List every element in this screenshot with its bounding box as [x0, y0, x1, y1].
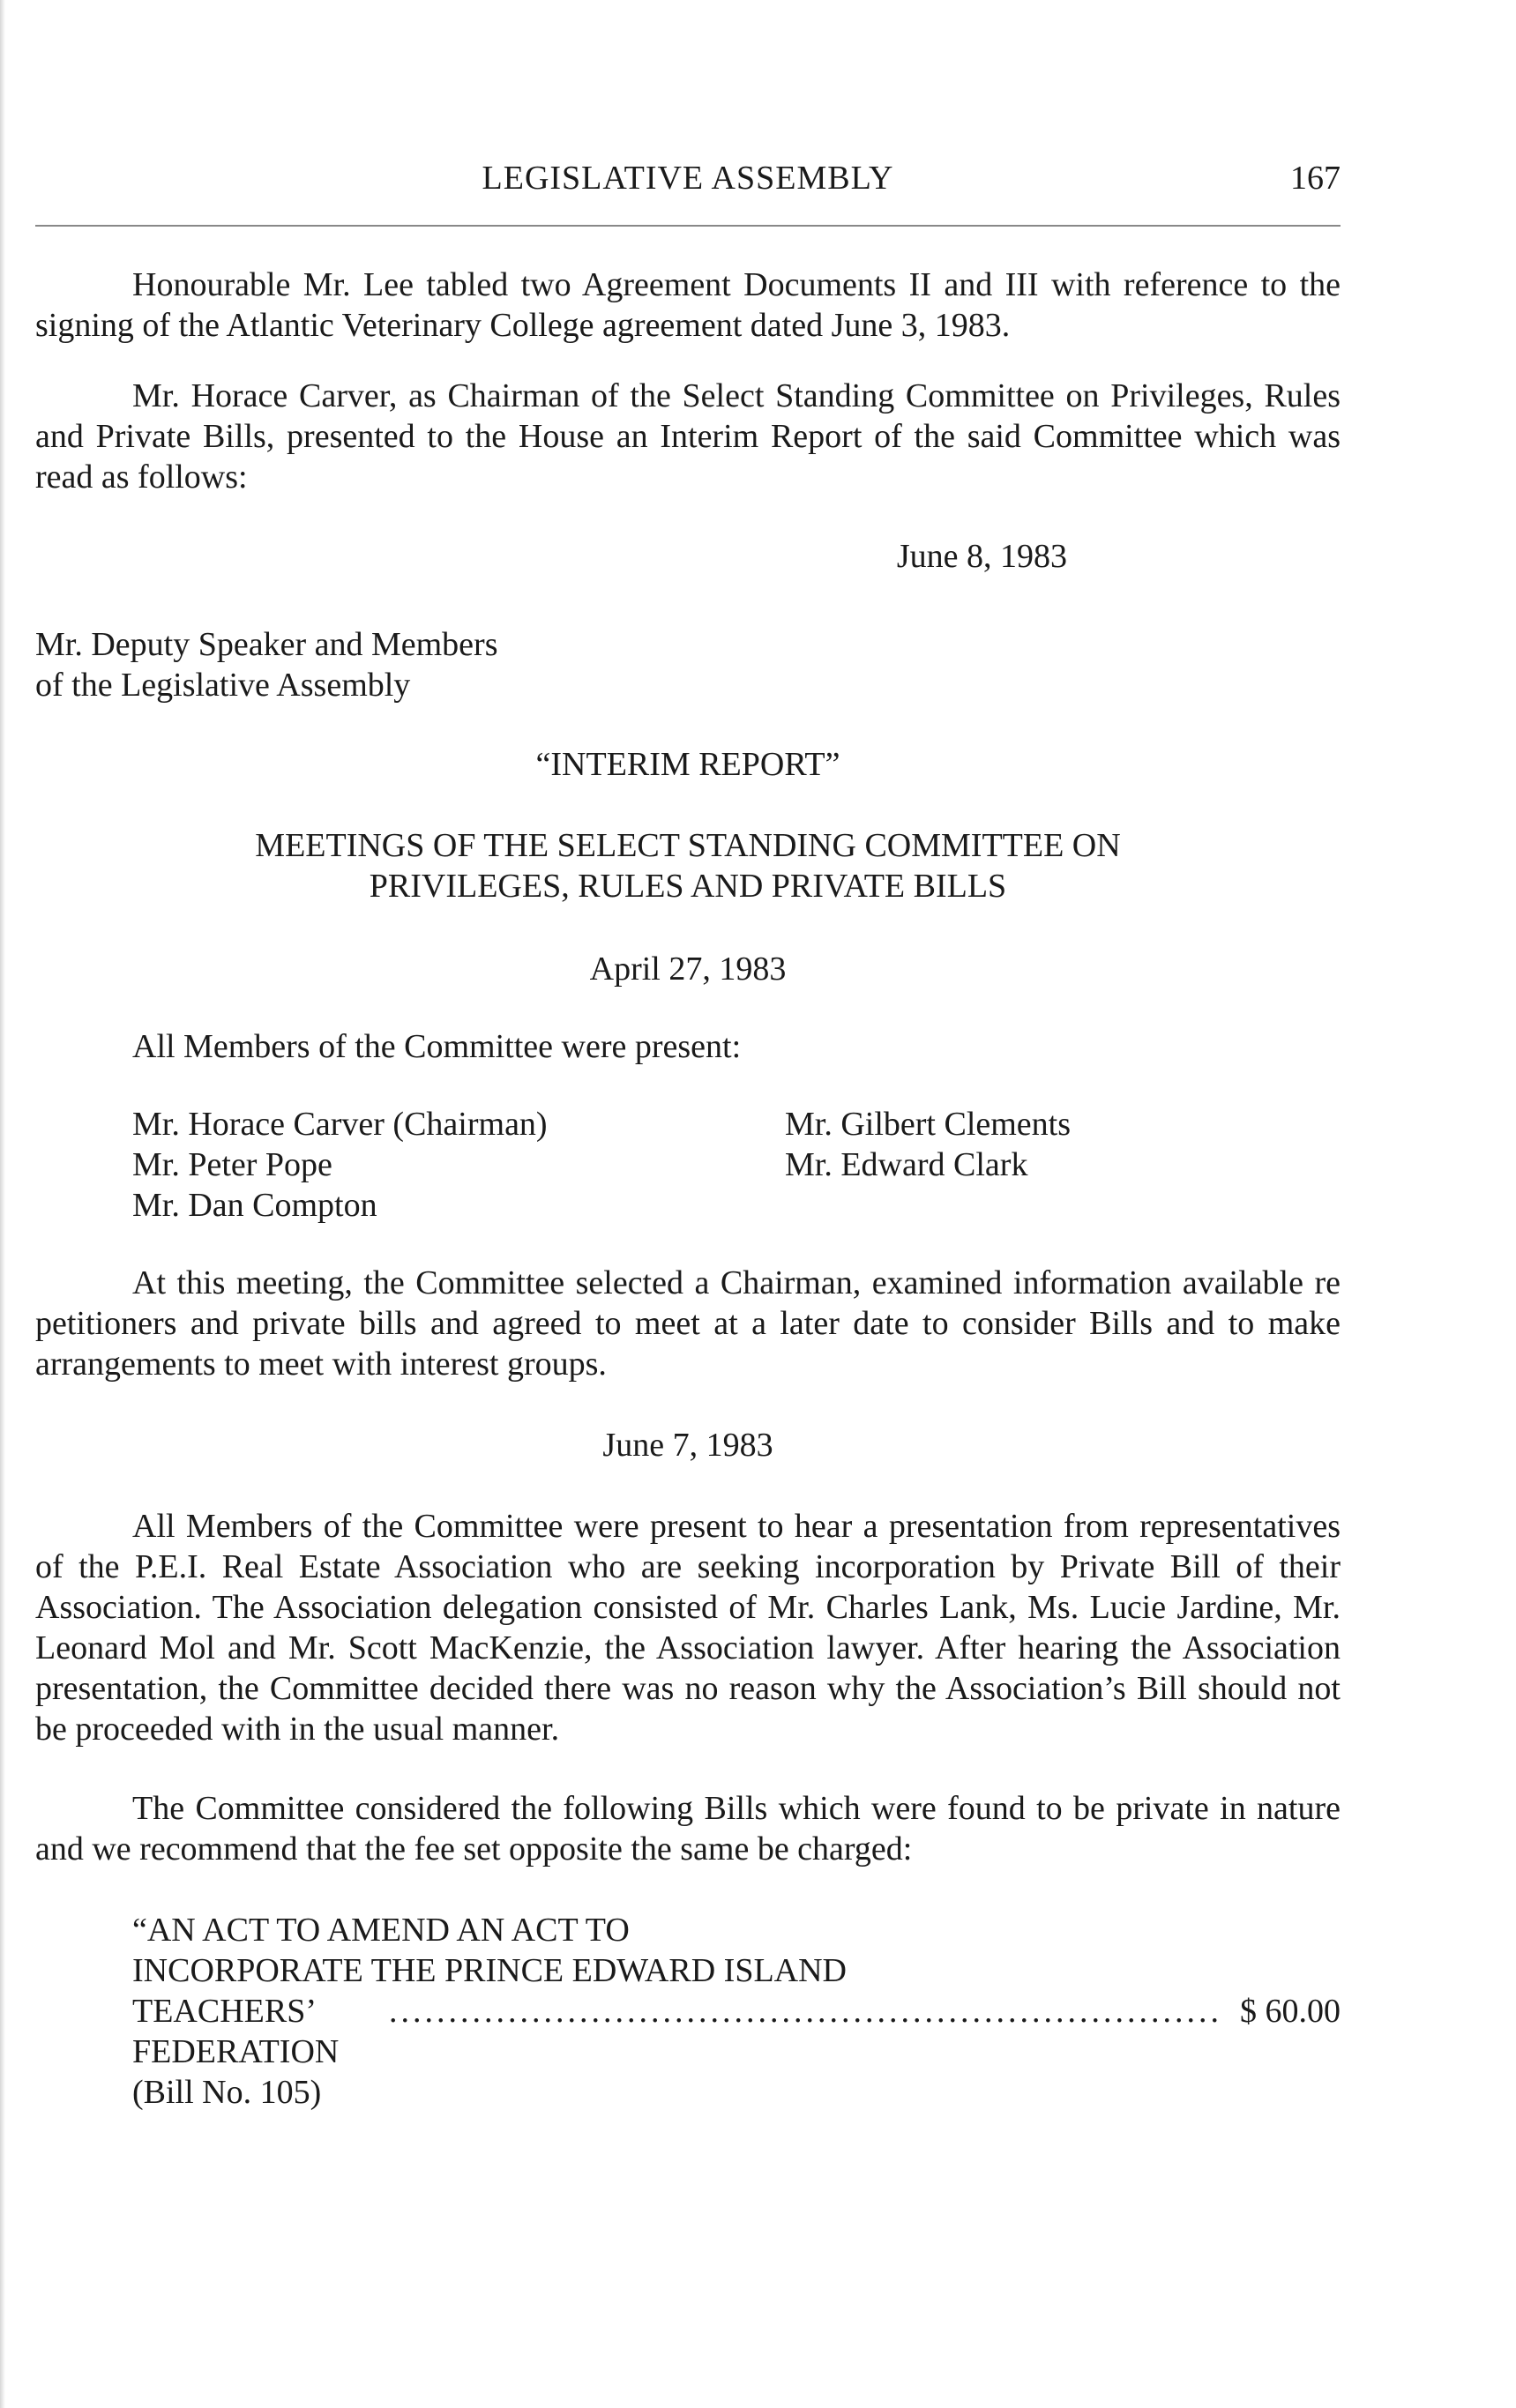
addressee [35, 624, 1341, 705]
subtitle-line: PRIVILEGES, RULES AND PRIVATE BILLS [369, 868, 1007, 905]
report-date: June 8, 1983 [896, 538, 1067, 575]
page-header [35, 159, 1341, 203]
page-body [35, 265, 1341, 2113]
bills-intro: The Committee considered the following Bills which were found to be private in nature and we recommend that the fee set opposite the same be charged: [35, 1790, 1341, 1868]
addressee-line: Mr. Deputy Speaker and Members [35, 626, 498, 663]
bill-title-line: INCORPORATE THE PRINCE EDWARD ISLAND [132, 1952, 847, 1989]
report-subtitle [35, 825, 1341, 906]
bill-entry [35, 1910, 1341, 2113]
bill-title-line: TEACHERS’ FEDERATION (Bill No. 105) [132, 1993, 340, 2111]
members-list [35, 1104, 1341, 1226]
member-name: Mr. Edward Clark [785, 1146, 1028, 1183]
meeting1-summary: At this meeting, the Committee selected a Chairman, examined information available re petitioners and private bills and agreed to meet at a later date to consider Bills and to make arrangements to meet with interest groups. [35, 1264, 1341, 1383]
dot-leader: ...................................................................... [389, 1993, 1222, 2030]
meeting1-intro: All Members of the Committee were present: [132, 1028, 742, 1065]
meeting2-summary: All Members of the Committee were present to hear a presentation from representatives of the P.E.I. Real Estate Association who are seeking incorporation by Private Bill of their Association. The Association delegation consisted of Mr. Charles Lank, Ms. Lucie Jardine, Mr. Leonard Mol and Mr. Scott MacKenzie, the Association lawyer. After hearing the Association presentation, the Committee decided there was no reason why the Association’s Bill should not be proceeded with in the usual manner. [35, 1508, 1341, 1748]
page-number: 167 [1290, 160, 1341, 197]
addressee-line: of the Legislative Assembly [35, 667, 411, 704]
bill-title-fee-line [35, 1991, 1341, 2113]
report-title: “INTERIM REPORT” [535, 746, 840, 783]
members-column-left [132, 1104, 785, 1226]
bill-title-line: “AN ACT TO AMEND AN ACT TO [132, 1912, 630, 1949]
member-name: Mr. Dan Compton [132, 1187, 377, 1224]
meeting1-date: April 27, 1983 [589, 951, 787, 988]
meeting2-date: June 7, 1983 [602, 1427, 773, 1464]
paragraph-tabled: Honourable Mr. Lee tabled two Agreement Documents II and III with reference to the signing of the Atlantic Veterinary College agreement dated June 3, 1983. [35, 266, 1341, 344]
subtitle-line: MEETINGS OF THE SELECT STANDING COMMITTEE ON [255, 827, 1121, 864]
members-column-right [785, 1104, 1071, 1226]
header-rule [35, 225, 1341, 227]
running-head: LEGISLATIVE ASSEMBLY [482, 160, 894, 197]
paragraph-presented: Mr. Horace Carver, as Chairman of the Select Standing Committee on Privileges, Rules and Private Bills, presented to the House an Interim Report of the said Committee which was read as follows: [35, 377, 1341, 496]
bill-fee: $ 60.00 [1240, 1993, 1341, 2030]
member-name: Mr. Horace Carver (Chairman) [132, 1106, 548, 1143]
member-name: Mr. Gilbert Clements [785, 1106, 1072, 1143]
member-name: Mr. Peter Pope [132, 1146, 332, 1183]
scan-edge [0, 0, 5, 2408]
